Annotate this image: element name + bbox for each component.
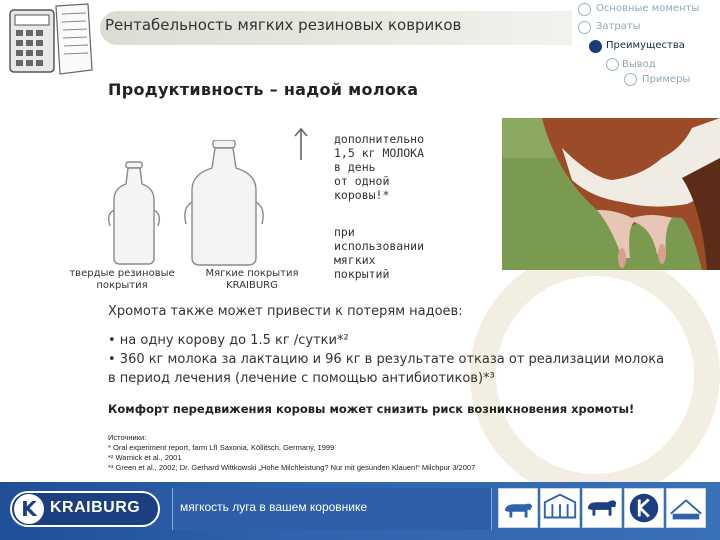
nav-dot-conclusion[interactable] <box>606 58 619 71</box>
sources-heading: Источники: <box>108 433 147 442</box>
nav-dot-advantages[interactable] <box>589 40 602 53</box>
lameness-text: Хромота также может привести к потерям надоев: <box>108 304 463 319</box>
comfort-statement: Комфорт передвижения коровы может снизить риск возникновения хромоты! <box>108 402 635 416</box>
footer-slogan: мягкость луга в вашем коровнике <box>180 500 368 514</box>
stable-floor-icon <box>666 488 706 528</box>
source-line-3: *³ Green et al., 2002; Dr. Gerhard Wittkowski „Hohe Milchleistung? Nur mit gesunden Klauen!“ Milchpur 3/2007 <box>108 463 476 472</box>
milk-can-large-icon <box>185 140 263 265</box>
source-line-1: * Oral experiment report, farm LfI Saxonia, Köllitsch, Germany, 1999 <box>108 443 335 452</box>
bullet-daily-loss: • на одну корову до 1.5 кг /сутки*² <box>108 333 349 348</box>
nav-item-advantages[interactable]: Преимущества <box>606 40 685 51</box>
nav-item-costs[interactable]: Затраты <box>596 21 641 32</box>
nav-item-examples[interactable]: Примеры <box>642 74 691 85</box>
arrow-up-icon <box>292 126 310 162</box>
nav-dot-examples[interactable] <box>624 73 637 86</box>
soft-mats-usage-text: при использовании мягких покрытий <box>334 225 425 281</box>
milk-can-small-icon <box>109 162 160 264</box>
kraiburg-logo-text: KRAIBURG <box>50 499 141 516</box>
hard-rubber-label: твердые резиновые покрытия <box>69 268 175 291</box>
soft-mats-label: Мягкие покрытия KRAIBURG <box>205 268 299 291</box>
cow-udder-photo <box>502 118 720 270</box>
calculator-icon <box>6 2 98 88</box>
sources-block <box>108 433 475 473</box>
extra-milk-text: дополнительно 1,5 кг МОЛОКА в день от одной коровы!* <box>334 132 425 202</box>
page-title: Рентабельность мягких резиновых ковриков <box>105 16 462 34</box>
section-title: Продуктивность – надой молока <box>108 80 419 99</box>
milk-cans-illustration <box>100 140 270 268</box>
bullet-lactation-loss-cont: в период лечения (лечение с помощью антибиотиков)*³ <box>108 371 495 386</box>
barn-stall-icon <box>540 488 580 528</box>
nav-dot-costs[interactable] <box>578 21 591 34</box>
kraiburg-logo-mark: K <box>14 494 44 524</box>
cow-profile-icon <box>582 488 622 528</box>
nav-item-conclusion[interactable]: Вывод <box>622 59 656 70</box>
nav-item-highlights[interactable]: Основные моменты <box>596 3 700 14</box>
cow-walking-icon <box>498 488 538 528</box>
nav-dot-highlights[interactable] <box>578 3 591 16</box>
kraiburg-k-icon <box>624 488 664 528</box>
kraiburg-watermark <box>470 250 720 500</box>
bullet-lactation-loss: • 360 кг молока за лактацию и 96 кг в результате отказа от реализации молока <box>108 352 665 367</box>
source-line-2: *² Warnick et al., 2001 <box>108 453 182 462</box>
